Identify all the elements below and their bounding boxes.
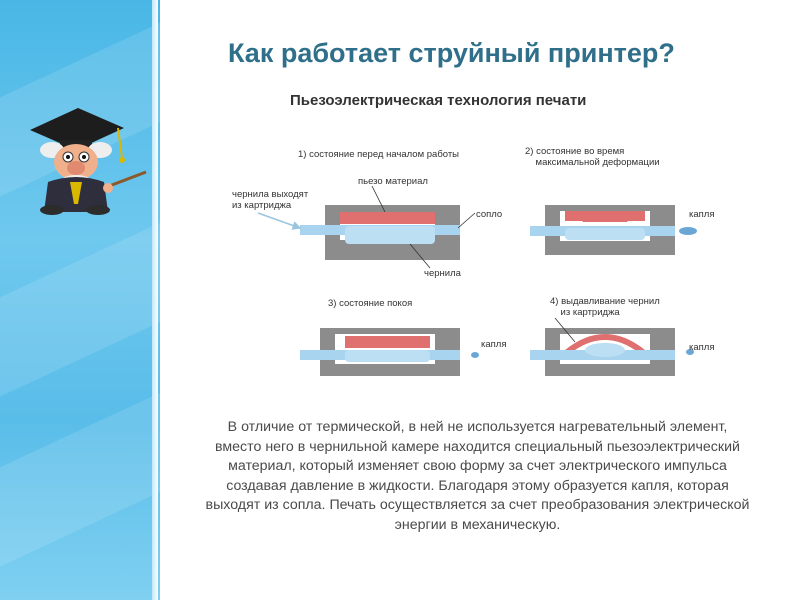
panel-3-drop-label: капля [481, 339, 507, 350]
panel-3-caption: 3) состояние покоя [328, 298, 413, 309]
nozzle-label: сопло [476, 209, 503, 220]
diagram-title: Пьезоэлектрическая технология печати [290, 92, 587, 109]
ink-label: чернила [424, 268, 461, 279]
description-text: В отличие от термической, в ней не используется нагревательный элемент, вместо него в чернильной камере находится специальный пьезоэлектрический материал, который изменяет свою форму за счет электрического импульса создавая давление в жидкости. Благодаря этому образуется капля, которая выходят из сопла. Печать осуществляется за счет преобразования электрической энергии в механическую. [205, 419, 750, 533]
panel-1-caption: 1) состояние перед началом работы [298, 149, 460, 160]
slide-title: Как работает струйный принтер? [228, 38, 675, 68]
panel-4-caption: 4) выдавливание чернил из картриджа [550, 296, 660, 318]
panel-2-drop-label: капля [689, 209, 715, 220]
panel-2-caption: 2) состояние во время максимальной деформации [525, 146, 660, 168]
panel-4-drop-label: капля [689, 342, 715, 353]
panel-3-diagram [300, 328, 479, 376]
panel-4-diagram [530, 318, 694, 376]
ink-out-label: чернила выходят из картриджа [232, 189, 309, 211]
piezo-material-label: пьезо материал [358, 176, 428, 187]
panel-2-diagram [530, 205, 697, 255]
